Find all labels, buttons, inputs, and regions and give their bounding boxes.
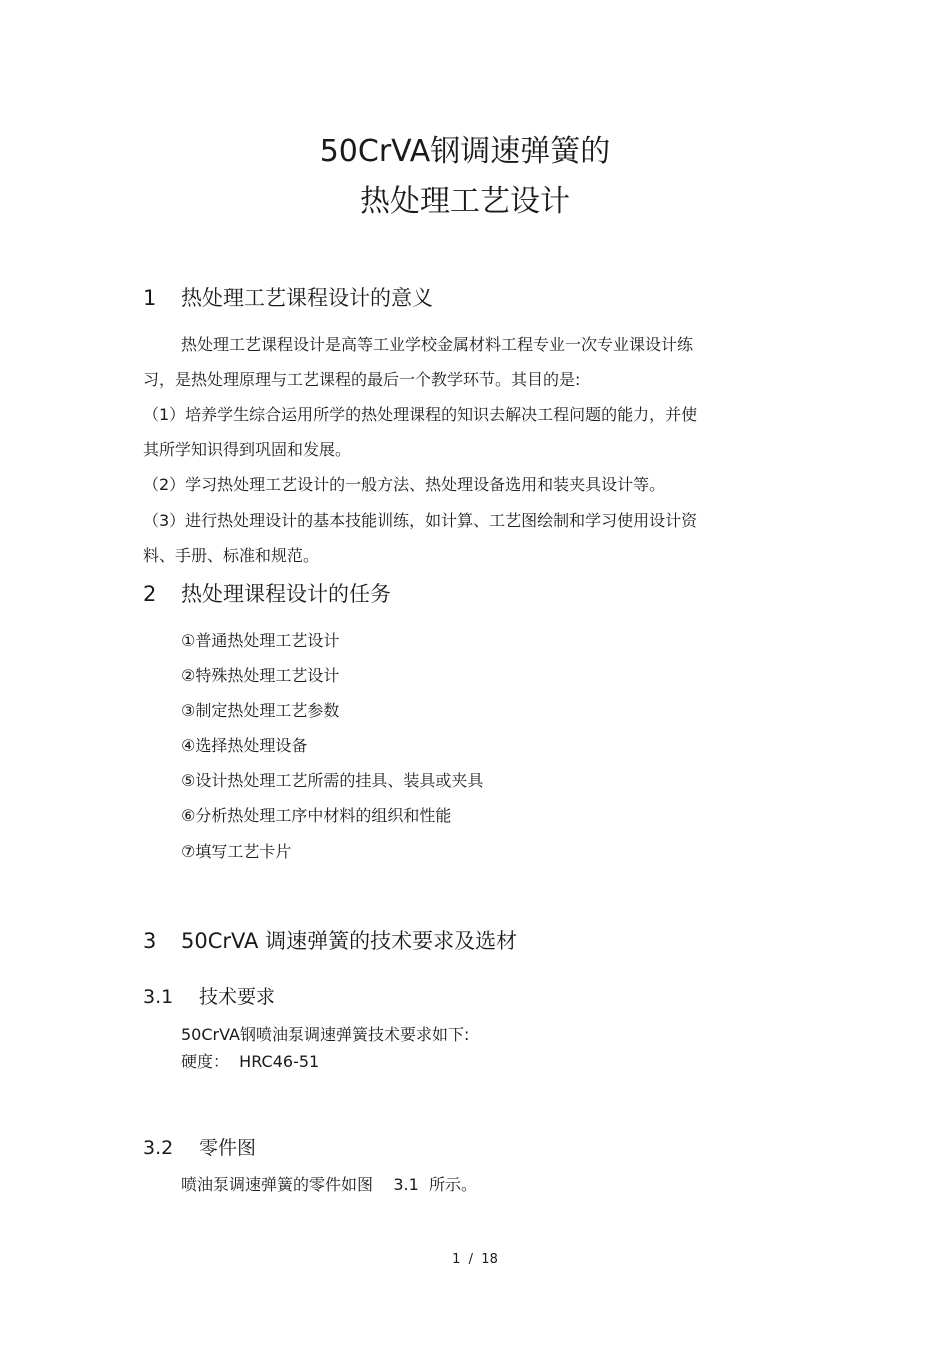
page-number: 1 / 18 <box>452 1252 498 1267</box>
subsection-3-2-title: 零件图 <box>199 1137 257 1159</box>
section1-item2: （2）学习热处理工艺设计的一般方法、热处理设备选用和装夹具设计等。 <box>143 475 666 494</box>
task-list-item: ①普通热处理工艺设计 <box>181 631 340 650</box>
task-list-item: ③制定热处理工艺参数 <box>181 701 340 720</box>
section1-item1-line1: （1）培养学生综合运用所学的热处理课程的知识去解决工程问题的能力，并使 <box>143 405 698 424</box>
subsection-3-2-heading <box>143 1133 256 1160</box>
section1-title: 热处理工艺课程设计的意义 <box>181 286 433 310</box>
section1-item3-line1: （3）进行热处理设计的基本技能训练，如计算、工艺图绘制和学习使用设计资 <box>143 511 698 530</box>
section2-heading <box>143 578 391 608</box>
section1-item3-line2: 料、手册、标准和规范。 <box>143 546 320 565</box>
section3-number: 3 <box>143 929 157 953</box>
section2-title: 热处理课程设计的任务 <box>181 582 391 606</box>
task-list-item: ⑥分析热处理工序中材料的组织和性能 <box>181 806 452 825</box>
subsection-3-1-number: 3.1 <box>143 986 174 1008</box>
part-drawing-caption: 喷油泵调速弹簧的零件如图 3.1 所示。 <box>181 1175 477 1194</box>
section1-item1-line2: 其所学知识得到巩固和发展。 <box>143 440 352 459</box>
document-title-line1: 50CrVA钢调速弹簧的 <box>319 134 611 169</box>
section3-heading <box>143 925 517 955</box>
section2-number: 2 <box>143 582 157 606</box>
section1-number: 1 <box>143 286 157 310</box>
hardness-requirement: 硬度： HRC46-51 <box>181 1052 320 1071</box>
subsection-3-1-heading <box>143 982 275 1009</box>
document-title-line2: 热处理工艺设计 <box>360 184 570 219</box>
section1-heading <box>143 282 433 312</box>
section3-title: 50CrVA 调速弹簧的技术要求及选材 <box>181 929 518 953</box>
section1-paragraph-line2: 习，是热处理原理与工艺课程的最后一个教学环节。其目的是: <box>143 370 581 389</box>
task-list-item: ②特殊热处理工艺设计 <box>181 666 340 685</box>
task-list-item: ⑦填写工艺卡片 <box>181 842 292 861</box>
tech-requirements-intro: 50CrVA钢喷油泵调速弹簧技术要求如下: <box>181 1025 470 1044</box>
task-list-item: ⑤设计热处理工艺所需的挂具、装具或夹具 <box>181 771 484 790</box>
task-list-item: ④选择热处理设备 <box>181 736 308 755</box>
section1-paragraph-line1: 热处理工艺课程设计是高等工业学校金属材料工程专业一次专业课设计练 <box>181 335 694 354</box>
subsection-3-2-number: 3.2 <box>143 1137 174 1159</box>
subsection-3-1-title: 技术要求 <box>199 986 276 1008</box>
